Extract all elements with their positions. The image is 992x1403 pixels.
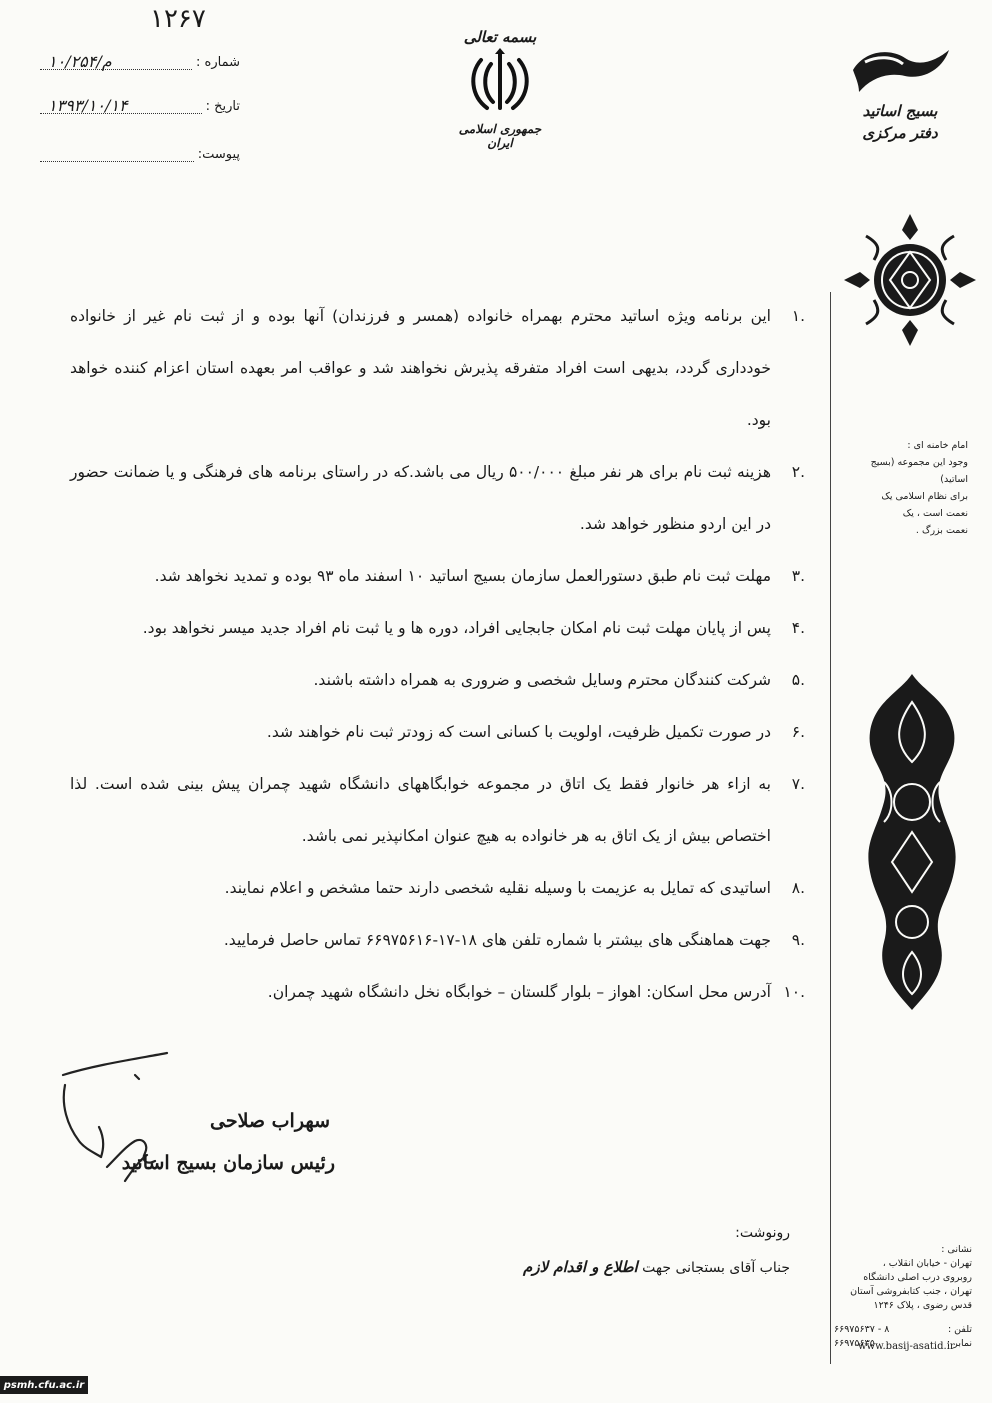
iran-emblem-icon [465,46,535,116]
date-value: ۱۳۹۳/۱۰/۱۴ [48,96,128,115]
basij-logo-icon [845,40,955,100]
signatory-name: سهراب صلاحی [210,1110,330,1132]
cc-recipient: جناب آقای بستجانی جهت اطلاع و اقدام لازم [523,1258,790,1276]
list-item: .۸ اساتیدی که تمایل به عزیمت با وسیله نقلیه شخصی دارند حتما مشخص و اعلام نمایند. [224,879,805,897]
number-label: شماره : [196,55,240,70]
list-item: .۷ به ازاء هر خانوار فقط یک اتاق در مجموعه خوابگاههای دانشگاه شهید چمران پیش بینی شده است. لذا اختصاص بیش از یک اتاق به هر خانواده به هیچ عنوان امکانپذیر نمی باشد. [70,775,805,845]
list-item: .۱۰ آدرس محل اسکان: اهواز – بلوار گلستان – خوابگاه نخل دانشگاه شهید چمران. [267,983,805,1001]
khamenei-quote: امام خامنه ای : وجود این مجموعه (بسیج اساتید) برای نظام اسلامی یک نعمت است ، یک نعمت بزرگ . [870,440,968,536]
logo-text: بسیج اساتید دفتر مرکزی [862,102,938,142]
list-item: .۴ پس از پایان مهلت ثبت نام امکان جابجایی افراد، دوره ها و یا ثبت نام افراد جدید میسر نخواهد بود. [142,619,805,637]
regulations-list [70,290,805,1018]
list-item: .۹ جهت هماهنگی های بیشتر با شماره تلفن های ۱۸-۱۷-۶۶۹۷۵۶۱۶ تماس حاصل فرمایید. [223,931,805,949]
letter-number-stamp: ۱۲۶۷ [150,4,206,34]
contact-block: نشانی : تهران - خیابان انقلاب ، روبروی درب اصلی دانشگاه تهران ، جنب کتابفروشی آستان قدس رضوی ، پلاک ۱۲۴۶ تلفن : ۸ - ۶۶۹۷۵۶۳۷ نمابر : ۶۶۹۷۵۶۳۵ [834,1244,972,1349]
website-link[interactable]: www.basij-asatid.ir [858,1341,955,1352]
list-item: .۶ در صورت تکمیل ظرفیت، اولویت با کسانی است که زودتر ثبت نام خواهند شد. [266,723,805,741]
list-item: .۵ شرکت کنندگان محترم وسایل شخصی و ضروری به همراه داشته باشند. [313,671,805,689]
cc-handwritten-note: اطلاع و اقدام لازم [523,1258,638,1276]
date-label: تاریخ : [205,99,240,114]
date-row [40,92,240,114]
besm-text: بسمه تعالی [463,28,537,46]
signatory-title: رئیس سازمان بسیج اساتید [121,1152,335,1174]
number-row [40,48,240,70]
ornament-tall-icon [862,672,962,1012]
ornament-top-icon [840,210,980,350]
attachment-row [40,140,240,162]
list-item: .۲ هزینه ثبت نام برای هر نفر مبلغ ۵۰۰/۰۰۰ ریال می باشد.که در راستای برنامه های فرهنگی و یا ضمانت حضور در این اردو منظور خواهد شد. [70,463,805,533]
number-value: ۱۰/۲۵۴/م [48,52,112,71]
watermark-badge: psmh.cfu.ac.ir [0,1376,88,1394]
list-item: .۱ این برنامه ویژه اساتید محترم بهمراه خانواده (همسر و فرزندان) آنها بوده و از ثبت نام غیر از خانواده خودداری گردد، بدیهی است افراد متفرقه پذیرش نخواهند شد و عواقب امر بعهده استان اعزام کننده خواهد بود. [70,307,805,429]
attachment-label: پیوست: [197,147,240,162]
iran-emblem-block [445,28,555,150]
cc-label: رونوشت: [735,1225,790,1241]
address-label: نشانی : [941,1244,972,1255]
fax-row: نمابر : ۶۶۹۷۵۶۳۵ [834,1338,972,1349]
phone-row: تلفن : ۸ - ۶۶۹۷۵۶۳۷ [834,1324,972,1335]
list-item: .۳ مهلت ثبت نام طبق دستورالعمل سازمان بسیج اساتید ۱۰ اسفند ماه ۹۳ بوده و تمدید نخواهد شد. [154,567,805,585]
republic-text: جمهوری اسلامی ایران [458,122,542,150]
